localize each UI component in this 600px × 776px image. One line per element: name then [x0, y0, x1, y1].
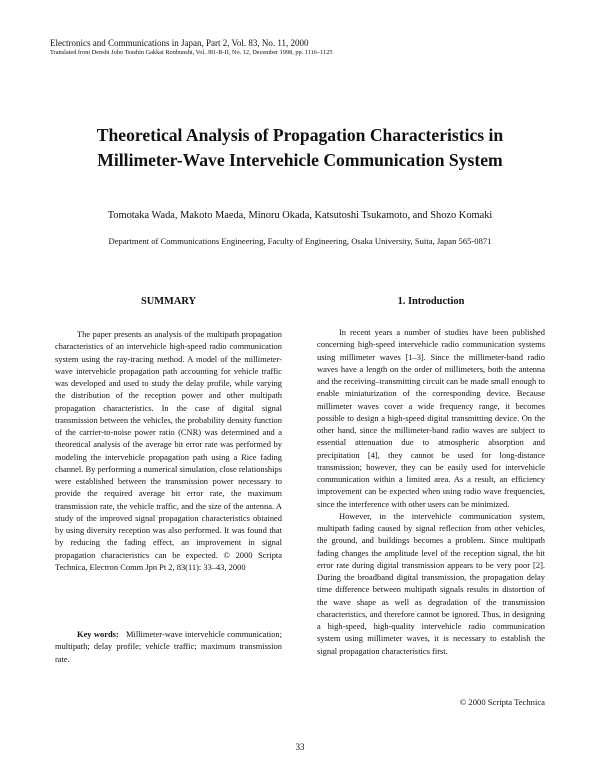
summary-section [55, 328, 282, 573]
intro-paragraph-1: In recent years a number of studies have been published concerning high-speed intervehicle radio communication systems using millimeter waves [1–3]. Since the millimeter-band radio waves have a length on the order of millimeters, both the antenna and the receiving–transmitting circuit can be made small enough to enable miniaturization of the corresponding device. Because millimeter waves cover a wide frequency range, it becomes possible to design a high-speed digital transmitting device. On the other hand, since the millimeter-band radio waves are subject to essential attenuation due to atmospheric absorption and precipitation [4], they cannot be used for long-distance transmission; however, they can be easily used for intervehicle communication within a limited area. As a result, an efficiency improvement can be expected when using radio wave frequencies, since the interference with other users can be minimized. [317, 327, 545, 509]
title-line-1: Theoretical Analysis of Propagation Characteristics in [96, 125, 504, 145]
introduction-heading: 1. Introduction [397, 296, 465, 307]
affiliation: Department of Communications Engineering, Faculty of Engineering, Osaka University, Suita, Japan 565-0871 [108, 236, 492, 246]
keywords-text: Millimeter-wave intervehicle communication; multipath; delay profile; vehicle traffic; maximum transmission rate. [55, 629, 282, 664]
translation-note: Translated from Denshi Joho Tsushin Gakkai Ronbunshi, Vol. J81-B-II, No. 12, December 1998, pp. 1116–1125 [50, 49, 333, 56]
title-line-2: Millimeter-Wave Intervehicle Communication System [97, 150, 503, 170]
copyright-notice: © 2000 Scripta Technica [459, 697, 545, 707]
introduction-section [317, 326, 545, 657]
keywords-paragraph [55, 628, 282, 665]
summary-heading: SUMMARY [140, 296, 197, 307]
intro-paragraph-2: However, in the intervehicle communication system, multipath fading caused by signal reflection from other vehicles, the ground, and buildings becomes a problem. Since multipath fading changes the amplitude level of the reception signal, the bit error rate during digital transmission appears to be very poor [2]. During the broadband digital transmission, the propagation delay time difference between multipath signals results in distortion of the wave shape as well as degradation of the transmission characteristics, and therefore cannot be ignored. Thus, in designing a high-speed, high-quality intervehicle radio communication system using millimeter waves, it is necessary to establish the signal propagation characteristics first. [317, 510, 545, 656]
journal-citation: Electronics and Communications in Japan, Part 2, Vol. 83, No. 11, 2000 [50, 38, 309, 48]
paper-title [40, 123, 560, 173]
page-number: 33 [295, 742, 305, 752]
authors: Tomotaka Wada, Makoto Maeda, Minoru Okada, Katsutoshi Tsukamoto, and Shozo Komaki [107, 210, 493, 221]
keywords-label: Key words: [77, 629, 119, 639]
keywords-section [55, 628, 282, 665]
summary-text: The paper presents an analysis of the multipath propagation characteristics of an intervehicle high-speed radio communication system using the ray-tracing method. A model of the millimeter-wave intervehicle propagation path accounting for vehicle traffic was developed and used to study the delay profile, while varying the distribution of the reception power and other multipath propagation characteristics. In the case of digital signal transmission between the vehicles, the probability density function of the carrier-to-noise power ratio (CNR) was determined and a theoretical analysis of the average bit error rate was performed by modeling the intervehicle propagation path using a Rice fading channel. By performing a numerical simulation, close relationships were established between the transmission power necessary to provide the required average bit error rate, the maximum transmission rate, the vehicle traffic, and the size of the antenna. A study of the improved signal propagation characteristics obtained by using diversity reception was also performed. It was found that by reducing the fading effect, an improvement in signal propagation characteristics can be expected. © 2000 Scripta Technica, Electron Comm Jpn Pt 2, 83(11): 33–43, 2000 [55, 329, 282, 572]
